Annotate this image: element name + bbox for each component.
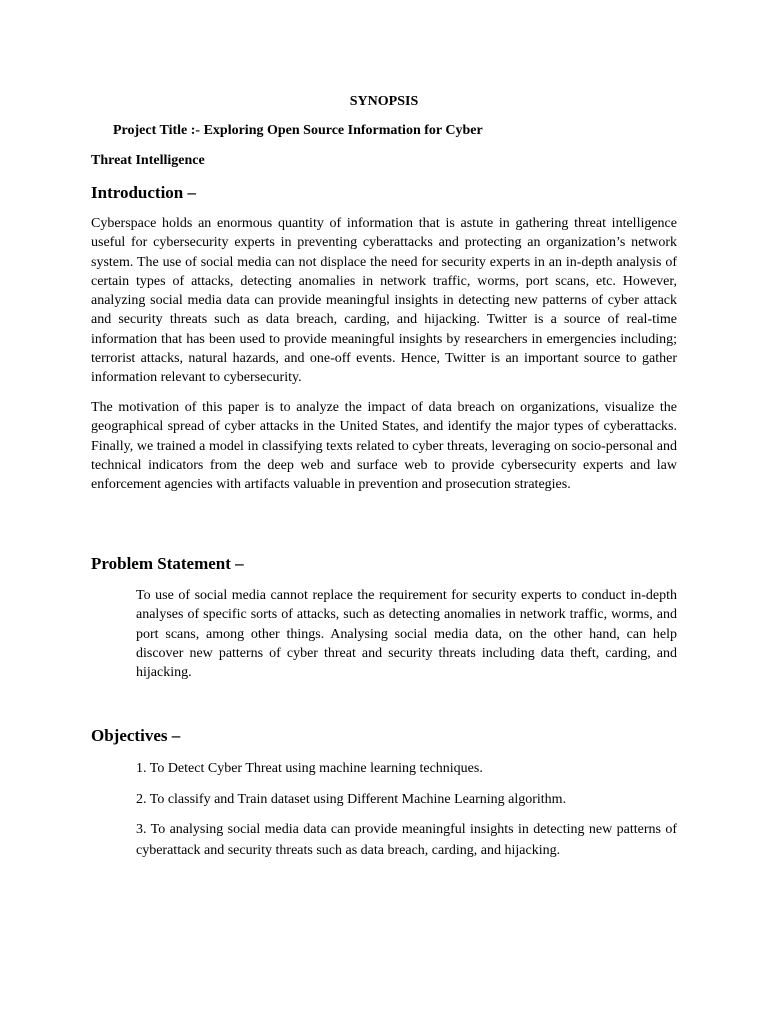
introduction-heading: Introduction – [91,183,197,202]
objectives-heading: Objectives – [91,726,181,745]
problem-statement-heading: Problem Statement – [91,554,244,573]
objective-item-1: 1. To Detect Cyber Threat using machine learning techniques. [136,761,483,776]
project-title-line-1: Project Title :- Exploring Open Source Information for Cyber [113,123,483,138]
synopsis-heading: SYNOPSIS [349,94,419,109]
introduction-paragraph-2: The motivation of this paper is to analyze the impact of data breach on organizations, visualize the geographical spread of cyber attacks in the United States, and identify the major types of cyberattacks. Finally, we trained a model in classifying texts related to cyber threats, leveraging on socio-personal and technical indicators from the deep web and surface web to provide cybersecurity experts and law enforcement agencies with artifacts valuable in prevention and prosecution strategies. [91,400,677,493]
introduction-paragraph-1: Cyberspace holds an enormous quantity of information that is astute in gathering threat intelligence useful for cybersecurity experts in preventing cyberattacks and protecting an organization’s network system. The use of social media can not displace the need for security experts in an in-depth analysis of certain types of attacks, detecting anomalies in network traffic, worms, port scans, etc. However, analyzing social media data can provide meaningful insights in detecting new patterns of cyber attack and security threats such as data breach, carding, and hijacking. Twitter is a source of real-time information that has been used to provide meaningful insights by researchers in emergencies including; terrorist attacks, natural hazards, and one-off events. Hence, Twitter is an important source to gather information relevant to cybersecurity. [91,216,677,386]
objective-item-2: 2. To classify and Train dataset using Different Machine Learning algorithm. [136,792,567,807]
objective-item-3: 3. To analysing social media data can provide meaningful insights in detecting new patterns of cyberattack and security threats such as data breach, carding, and hijacking. [136,822,677,858]
problem-statement-text: To use of social media cannot replace the requirement for security experts to conduct in-depth analyses of specific sorts of attacks, such as detecting anomalies in network traffic, worms, and port scans, among other things. Analysing social media data, on the other hand, can help discover new patterns of cyber threat and security threats including data theft, carding, and hijacking. [136,588,677,681]
project-title-line-2: Threat Intelligence [91,153,205,168]
